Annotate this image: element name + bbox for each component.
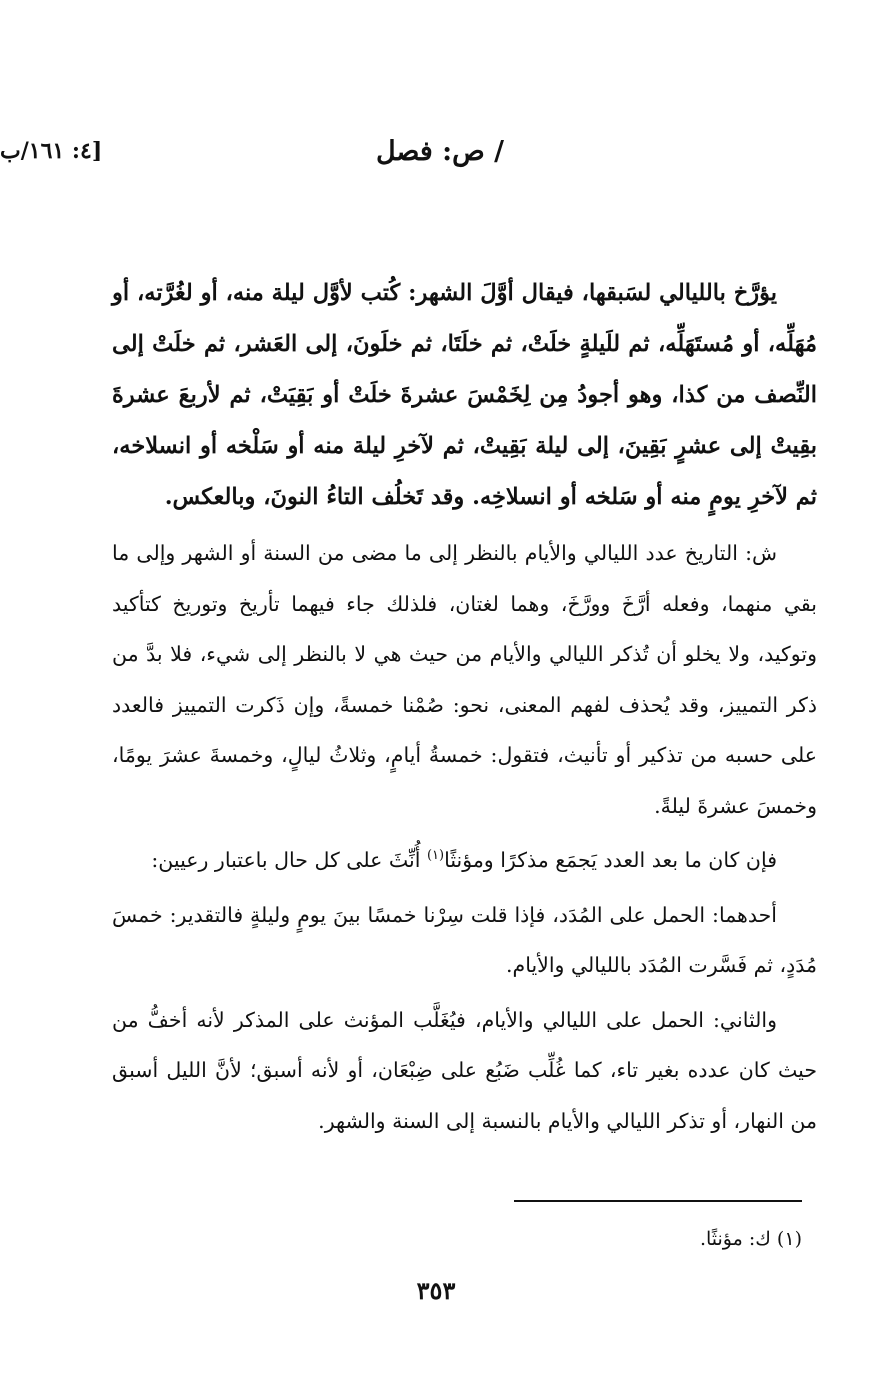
- matn-text-block: [112, 268, 817, 523]
- section-heading: / ص: فصل: [375, 136, 505, 167]
- commentary-paragraph-3: أحدهما: الحمل على المُدَد، فإذا قلت سِرْنا خمسًا بينَ يومٍ وليلةٍ فالتقدير: خمسَ مُدَدٍ، ثم فَسَّرت المُدَد بالليالي والأيام.: [112, 902, 817, 977]
- commentary-paragraph-4: والثاني: الحمل على الليالي والأيام، فيُغَلَّب المؤنث على المذكر لأنه أخفُّ من حيث كان عدده بغير تاء، كما غُلِّب ضَبُع على ضِبْعَان، أو لأنه أسبق؛ لأنَّ الليل أسبق من النهار، أو تذكر الليالي والأيام بالنسبة إلى السنة والشهر.: [112, 1007, 817, 1133]
- manuscript-folio-reference: [٤: ١٦١/ب: [0, 138, 103, 164]
- commentary-paragraph-1: ش: التاريخ عدد الليالي والأيام بالنظر إلى ما مضى من السنة أو الشهر وإلى ما بقي منهما، وفعله أرَّخَ وورَّخَ، وهما لغتان، فلذلك جاء فيهما تأريخ وتوريخ كتأكيد وتوكيد، ولا يخلو أن تُذكر الليالي والأيام من حيث هي لا بالنظر إلى شيء، فلا بدَّ من ذكر التمييز، وقد يُحذف لفهم المعنى، نحو: صُمْنا خمسةً، وإن ذَكرت التمييز فالعدد على حسبه من تذكير أو تأنيث، فتقول: خمسةُ أيامٍ، وثلاثُ ليالٍ، وخمسةَ عشرَ يومًا، وخمسَ عشرةَ ليلةً.: [112, 541, 817, 818]
- commentary-paragraph-2-text: فإن كان ما بعد العدد يَجمَع مذكرًا ومؤنثًا: [444, 848, 777, 872]
- commentary-text-block: [112, 528, 817, 1150]
- footnote: (١) ك: مؤنثًا.: [699, 1228, 802, 1250]
- commentary-paragraph-2-continuation: أُنِّثَ على كل حال باعتبار رعيين:: [151, 848, 427, 872]
- page-number: ٣٥٣: [416, 1276, 456, 1305]
- footnote-divider: [514, 1200, 802, 1202]
- matn-paragraph: يؤرَّخ بالليالي لسَبقها، فيقال أوَّلَ الشهر: كُتب لأوَّل ليلة منه، أو لغُرَّته، أو مُهَلِّه، أو مُستَهَلِّه، ثم للَيلةٍ خلَتْ، ثم خلَتَا، ثم خلَونَ، إلى العَشر، ثم خلَتْ إلى النِّصف من كذا، وهو أجودُ مِن لِخَمْسَ عشرةَ خلَتْ أو بَقِيَتْ، ثم لأربعَ عشرةَ بقِيتْ إلى عشرٍ بَقِينَ، إلى ليلة بَقِيتْ، ثم لآخرِ ليلة منه أو سَلْخه أو انسلاخه، ثم لآخرِ يومٍ منه أو سَلخه أو انسلاخِه. وقد تَخلُف التاءُ النونَ، وبالعكس.: [112, 280, 817, 510]
- footnote-reference-marker: (١): [426, 848, 445, 864]
- commentary-paragraph-2: [112, 835, 817, 886]
